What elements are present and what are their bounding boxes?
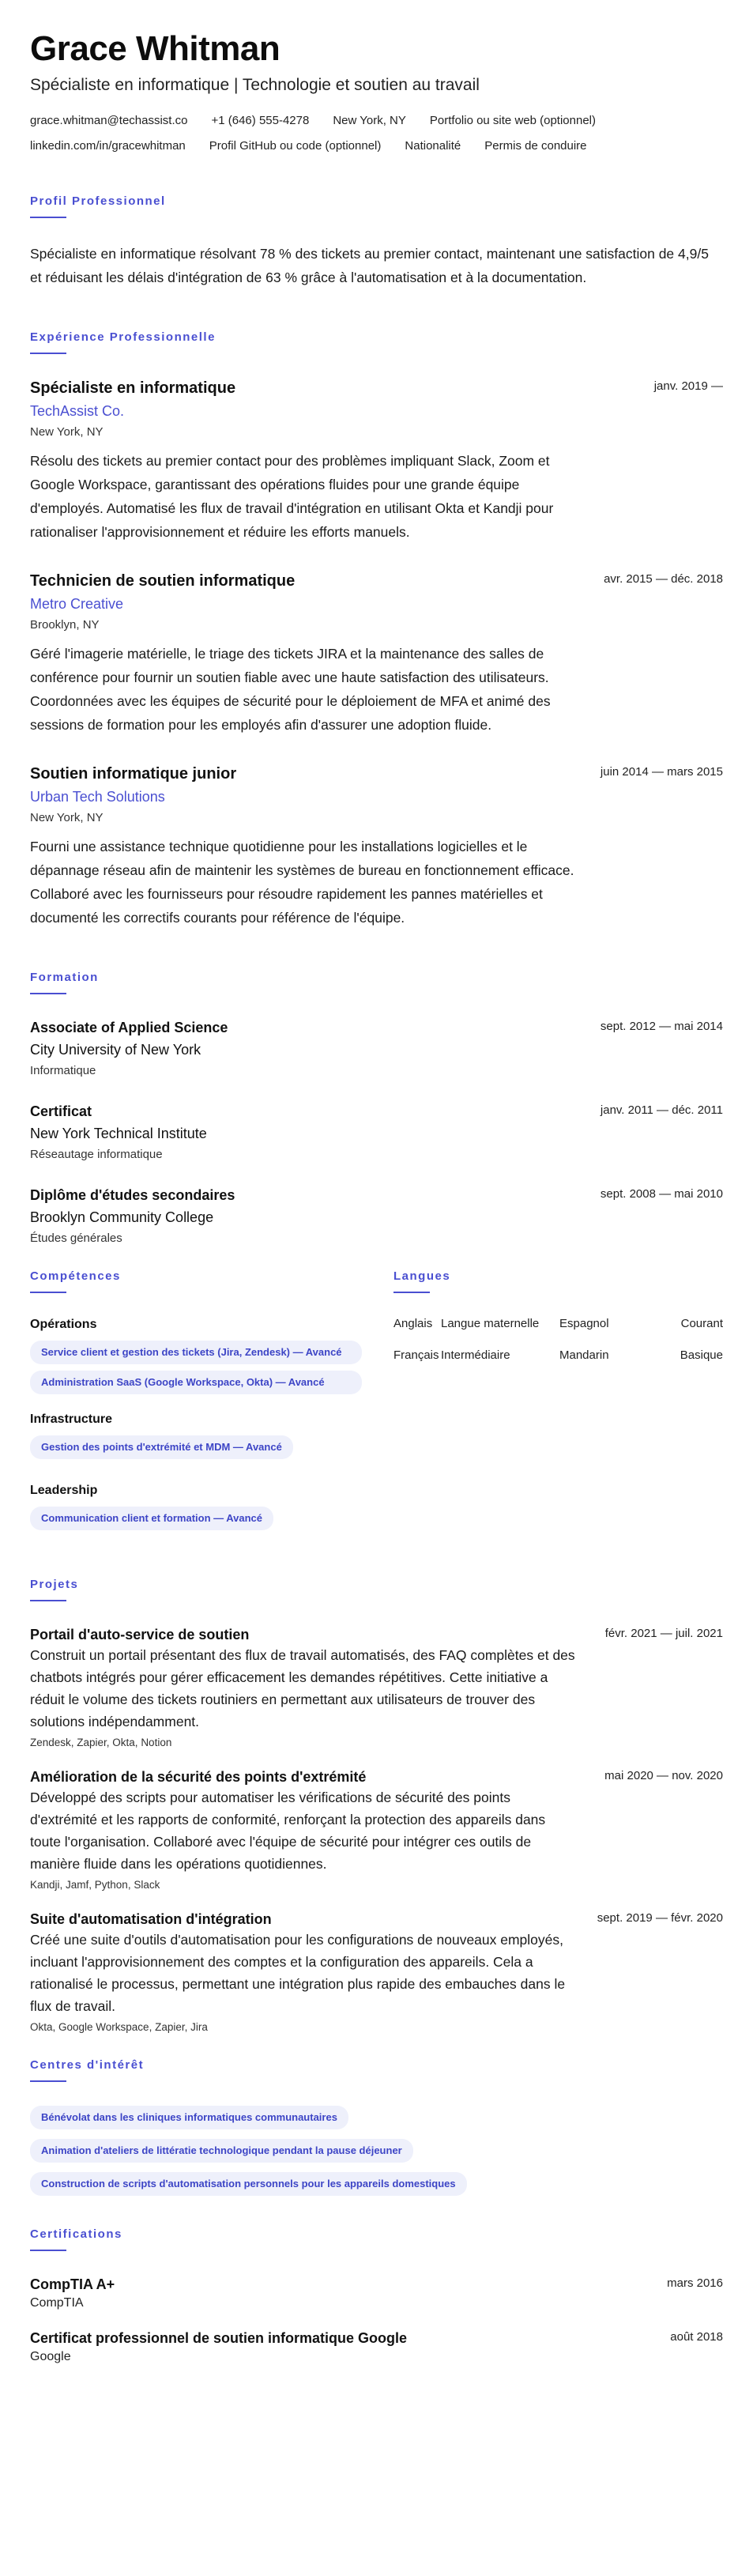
project-entry [30,1910,723,2035]
contact-portfolio[interactable]: Portfolio ou site web (optionnel) [429,114,597,127]
job-location: Brooklyn, NY [30,618,100,632]
section-title: Certifications [30,2227,122,2241]
section-divider [30,1292,66,1293]
job-description: Géré l'imagerie matérielle, le triage des tickets JIRA et la maintenance des salles de conférence pour fournir un soutien fiable avec une haute satisfaction des utilisateurs. Coordonnées avec les équipes de sécurité pour le déploiement de MFA et animé des sessions de formation pour les employés afin d'assurer une adoption fluide. [30,646,551,733]
education-field: Informatique [30,1064,96,1077]
section-title: Formation [30,971,99,984]
education-dates: sept. 2008 — mai 2010 [600,1187,723,1201]
contact-location: New York, NY [333,114,406,127]
education-dates: sept. 2012 — mai 2014 [600,1020,723,1033]
job-dates: avr. 2015 — déc. 2018 [604,572,723,586]
candidate-name: Grace Whitman [30,29,280,68]
section-divider [30,2250,66,2251]
section-divider [393,1292,430,1293]
education-degree: Diplôme d'études secondaires [30,1187,235,1203]
skill-group-title: Opérations [30,1318,97,1331]
interest-list [30,2106,723,2196]
contact-list [30,114,723,153]
profile-summary: Spécialiste en informatique résolvant 78 % des tickets au premier contact, maintenant une satisfaction de 4,9/5 et réduisant les délais d'intégration de 63 % grâce à l'automatisation et à la documentation. [30,246,709,285]
interests-section [30,2058,723,2196]
section-title: Profil Professionnel [30,194,166,208]
language-level: Basique [680,1348,723,1362]
section-title: Expérience Professionnelle [30,330,216,344]
project-description: Créé une suite d'outils d'automatisation pour les configurations de nouveaux employés, incluant l'approvisionnement des comptes et la configuration des appareils. Cela a rationalisé le processus, permettant une intégration plus rapide des embauches dans le flux de travail. [30,1932,566,2014]
job-dates: juin 2014 — mars 2015 [600,765,723,779]
contact-nationality: Nationalité [405,139,461,153]
language-level: Intermédiaire [441,1348,510,1362]
education-school: New York Technical Institute [30,1126,207,1141]
job-company: Urban Tech Solutions [30,789,165,805]
project-dates: mai 2020 — nov. 2020 [604,1769,723,1782]
job-location: New York, NY [30,425,104,439]
education-degree: Associate of Applied Science [30,1020,228,1035]
job-entry [30,571,723,737]
certification-issuer: Google [30,2350,71,2363]
interest-tag: Construction de scripts d'automatisation personnels pour les appareils domestiques [30,2172,467,2196]
project-title: Amélioration de la sécurité des points d'extrémité [30,1769,367,1785]
interest-tag: Animation d'ateliers de littératie technologique pendant la pause déjeuner [30,2139,413,2163]
education-entry [30,1018,723,1078]
education-field: Réseautage informatique [30,1148,163,1161]
certification-entry [30,2329,723,2365]
certification-issuer: CompTIA [30,2296,84,2310]
candidate-headline: Spécialiste en informatique | Technologie et soutien au travail [30,76,480,94]
experience-section [30,330,723,930]
section-title: Centres d'intérêt [30,2058,145,2072]
language-level: Langue maternelle [441,1317,540,1330]
project-technologies: Kandji, Jamf, Python, Slack [30,1879,160,1891]
education-school: Brooklyn Community College [30,1209,214,1225]
contact-linkedin[interactable]: linkedin.com/in/gracewhitman [30,139,186,153]
job-title: Soutien informatique junior [30,765,237,783]
project-technologies: Zendesk, Zapier, Okta, Notion [30,1737,172,1748]
section-divider [30,993,66,994]
job-company: TechAssist Co. [30,403,125,419]
education-section [30,971,723,1246]
job-location: New York, NY [30,811,104,824]
job-company: Metro Creative [30,596,124,612]
profile-section [30,194,723,289]
project-dates: sept. 2019 — févr. 2020 [597,1911,723,1925]
language-name: Français [393,1348,439,1362]
education-dates: janv. 2011 — déc. 2011 [600,1103,723,1117]
language-level: Courant [680,1317,723,1330]
language-name: Espagnol [559,1317,609,1330]
projects-section [30,1578,723,2035]
skill-group [30,1317,362,1394]
job-entry [30,378,723,544]
certification-name: CompTIA A+ [30,2276,115,2292]
language-name: Anglais [393,1317,433,1330]
project-entry [30,1625,723,1750]
certification-date: août 2018 [670,2330,723,2344]
certifications-section [30,2227,723,2365]
certification-date: mars 2016 [667,2276,723,2290]
skill-group [30,1483,362,1537]
section-title: Compétences [30,1269,121,1283]
language-name: Mandarin [559,1348,609,1362]
section-divider [30,353,66,354]
section-divider [30,1600,66,1601]
resume-header [30,28,723,153]
languages-column [393,1269,723,1554]
project-description: Construit un portail présentant des flux de travail automatisés, des FAQ complètes et des chatbots intégrés pour gérer efficacement les demandes répétitives. Cette initiative a réduit le volume des tickets routiniers en permettant aux utilisateurs de trouver des solutions indépendamment. [30,1647,575,1729]
contact-github[interactable]: Profil GitHub ou code (optionnel) [209,139,382,153]
project-entry [30,1767,723,1892]
project-title: Portail d'auto-service de soutien [30,1627,250,1643]
skill-group-title: Leadership [30,1484,98,1497]
project-title: Suite d'automatisation d'intégration [30,1911,272,1927]
job-description: Résolu des tickets au premier contact pour des problèmes impliquant Slack, Zoom et Google Workspace, garantissant des opérations fluides pour une grande équipe d'employés. Automatisé les flux de travail d'intégration en utilisant Okta et Kandji pour rationaliser l'approvisionnement et réduire les efforts manuels. [30,453,554,540]
skills-column [30,1269,362,1554]
section-title: Langues [393,1269,451,1283]
job-dates: janv. 2019 — [653,379,723,393]
section-divider [30,2080,66,2082]
certification-name: Certificat professionnel de soutien informatique Google [30,2330,408,2346]
contact-email[interactable]: grace.whitman@techassist.co [30,114,188,127]
language-list [393,1317,723,1363]
certification-entry [30,2275,723,2311]
project-description: Développé des scripts pour automatiser les vérifications de sécurité des points d'extrémité et les rapports de conformité, renforçant la protection des appareils dans toute l'organisation. Collaboré avec l'équipe de sécurité pour intégrer ces outils de manière fluide dans les opérations quotidiennes. [30,1790,546,1872]
job-entry [30,764,723,930]
section-title: Projets [30,1578,79,1591]
job-title: Technicien de soutien informatique [30,572,296,590]
skill-tag: Gestion des points d'extrémité et MDM — Avancé [30,1435,293,1459]
section-divider [30,217,66,218]
skill-group-title: Infrastructure [30,1412,113,1426]
skill-tag: Administration SaaS (Google Workspace, Okta) — Avancé [30,1371,362,1394]
project-technologies: Okta, Google Workspace, Zapier, Jira [30,2021,208,2033]
education-entry [30,1102,723,1162]
contact-phone[interactable]: +1 (646) 555-4278 [211,114,310,127]
interest-tag: Bénévolat dans les cliniques informatiques communautaires [30,2106,348,2129]
education-entry [30,1186,723,1246]
education-school: City University of New York [30,1042,201,1058]
project-dates: févr. 2021 — juil. 2021 [604,1627,723,1640]
skills-languages-section [30,1269,723,1554]
skill-group [30,1412,362,1465]
skill-tag: Communication client et formation — Avancé [30,1507,273,1530]
contact-driving-license: Permis de conduire [484,139,587,153]
skill-tag: Service client et gestion des tickets (Jira, Zendesk) — Avancé [30,1341,362,1364]
job-description: Fourni une assistance technique quotidienne pour les installations logicielles et le dépannage réseau afin de maintenir les systèmes de bureau en fonctionnement efficace. Collaboré avec les fournisseurs pour résoudre rapidement les pannes matérielles et documenté les correctifs courants pour référence de l'équipe. [30,839,574,926]
education-degree: Certificat [30,1103,92,1119]
job-title: Spécialiste en informatique [30,379,236,397]
education-field: Études générales [30,1231,122,1245]
